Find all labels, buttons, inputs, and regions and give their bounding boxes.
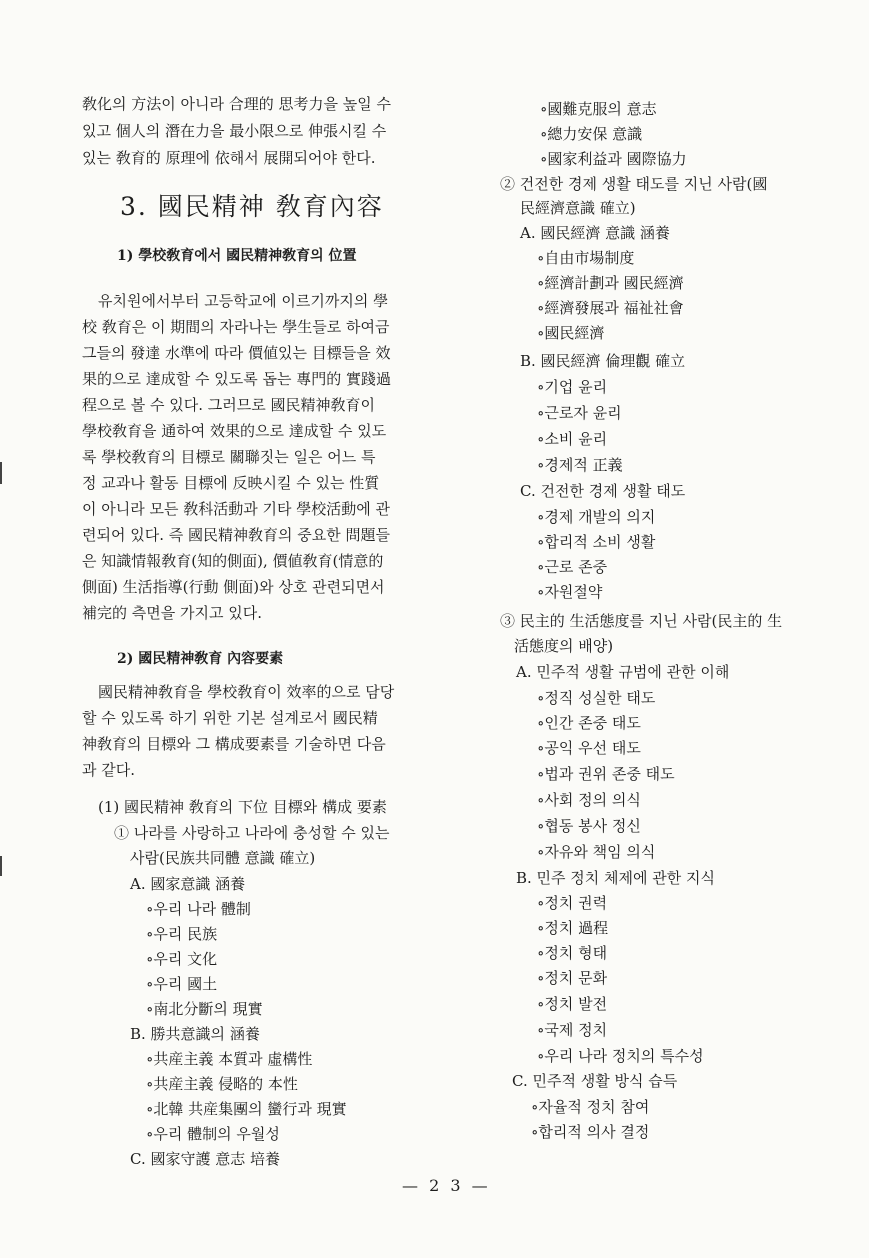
paragraph-line: 이 아니라 모든 敎科活動과 기타 學校活動에 관 [82, 500, 391, 518]
paragraph-line: 學校敎育을 通하여 效果的으로 達成할 수 있도 [82, 422, 387, 440]
paragraph-line: 할 수 있도록 하기 위한 기본 설계로서 國民精 [82, 709, 378, 727]
list-item: ∘국제 정치 [537, 1021, 608, 1039]
list-item: ∘國難克服의 意志 [540, 100, 657, 118]
scan-mark [0, 856, 2, 876]
scan-mark [0, 462, 2, 484]
paragraph-line: 그들의 發達 水準에 따라 價値있는 目標들을 效 [82, 344, 391, 362]
paragraph-line: 유치원에서부터 고등학교에 이르기까지의 學 [98, 292, 389, 310]
intro-line: 敎化의 方法이 아니라 合理的 思考力을 높일 수 [82, 95, 392, 113]
list-item: ∘經濟發展과 福祉社會 [537, 299, 684, 317]
paragraph-line: 校 敎育은 이 期間의 자라나는 學生들로 하여금 [82, 318, 390, 336]
list-item: ∘근로자 윤리 [537, 404, 622, 422]
list-item: ∘우리 國土 [146, 975, 218, 993]
list-item: B. 國民經濟 倫理觀 確立 [520, 352, 686, 370]
list-item: ∘共産主義 本質과 虛構性 [146, 1050, 313, 1068]
paragraph-line: 과 같다. [82, 761, 136, 779]
list-item: C. 민주적 생활 방식 습득 [512, 1072, 678, 1090]
list-item: ∘합리적 의사 결정 [531, 1123, 650, 1141]
list-item: ∘정치 過程 [537, 919, 609, 937]
list-item: ∘우리 文化 [146, 950, 218, 968]
paragraph-line: 國民精神敎育을 學校敎育이 效率的으로 담당 [98, 683, 395, 701]
list-item: ∘인간 존중 태도 [537, 714, 641, 732]
intro-line: 있고 個人의 潛在力을 最小限으로 伸張시킬 수 [82, 122, 387, 140]
subsection-title: 2) 國民精神敎育 內容要素 [117, 651, 284, 667]
list-item: ∘北韓 共産集團의 蠻行과 現實 [146, 1100, 347, 1118]
paragraph-line: 神敎育의 目標와 그 構成要素를 기술하면 다음 [82, 735, 386, 753]
list-item: ∘總力安保 意識 [540, 125, 643, 143]
list-item: ∘자유와 책임 의식 [537, 843, 656, 861]
list-item: ∘근로 존중 [537, 558, 608, 576]
list-item: B. 민주 정치 체제에 관한 지식 [516, 869, 716, 887]
paragraph-line: 련되어 있다. 즉 國民精神敎育의 중요한 問題들 [82, 526, 391, 544]
paragraph-line: 程으로 볼 수 있다. 그러므로 國民精神敎育이 [82, 396, 376, 414]
intro-line: 있는 敎育的 原理에 依해서 展開되어야 한다. [82, 149, 376, 167]
list-item: ∘합리적 소비 생활 [537, 533, 656, 551]
list-item: ① 나라를 사랑하고 나라에 충성할 수 있는 [114, 824, 390, 842]
subsection-title: 1) 學校敎育에서 國民精神敎育의 位置 [117, 248, 357, 264]
list-item: ∘정치 문화 [537, 969, 608, 987]
list-item: ③ 民主的 生活態度를 지닌 사람(民主的 生 [500, 612, 783, 630]
list-item: ∘우리 나라 정치의 특수성 [537, 1047, 704, 1065]
list-item: ∘정치 형태 [537, 944, 608, 962]
list-item: C. 건전한 경제 생활 태도 [520, 482, 686, 500]
list-item: B. 勝共意識의 涵養 [130, 1025, 260, 1043]
list-item: ∘사회 정의 의식 [537, 791, 641, 809]
list-item: ∘경제 개발의 의지 [537, 508, 656, 526]
list-item: ∘기업 윤리 [537, 378, 608, 396]
paragraph-line: 록 學校敎育의 目標로 關聯짓는 일은 어느 특 [82, 448, 376, 466]
paragraph-line: 은 知識情報敎育(知的側面), 價値敎育(情意的 [82, 552, 384, 570]
list-item: C. 國家守護 意志 培養 [130, 1150, 281, 1168]
list-item: ∘소비 윤리 [537, 430, 608, 448]
list-item: ∘정치 권력 [537, 894, 608, 912]
list-item: A. 國民經濟 意識 涵養 [520, 224, 670, 242]
list-item: ∘國民經濟 [537, 324, 605, 342]
list-item: A. 國家意識 涵養 [130, 875, 246, 893]
list-item: ∘南北分斷의 現實 [146, 1000, 263, 1018]
paragraph-line: 側面) 生活指導(行動 側面)와 상호 관련되면서 [82, 578, 385, 596]
list-item: ② 건전한 경제 생활 태도를 지닌 사람(國 [500, 175, 768, 193]
list-item: A. 민주적 생활 규범에 관한 이해 [516, 663, 730, 681]
list-item: ∘정직 성실한 태도 [537, 689, 656, 707]
list-item: ∘정치 발전 [537, 995, 608, 1013]
list-item: ∘자원절약 [537, 583, 603, 601]
list-item: ∘自由市場制度 [537, 249, 635, 267]
list-item: ∘자율적 정치 참여 [531, 1098, 650, 1116]
list-item: ∘경제적 正義 [537, 456, 623, 474]
list-item: ∘國家利益과 國際協力 [540, 150, 687, 168]
list-item: 活態度의 배양) [514, 637, 614, 655]
list-item: ∘협동 봉사 정신 [537, 817, 641, 835]
paragraph-line: 정 교과나 활동 目標에 反映시킬 수 있는 性質 [82, 474, 380, 492]
list-item: ∘법과 권위 존중 태도 [537, 765, 675, 783]
list-item: ∘經濟計劃과 國民經濟 [537, 274, 684, 292]
paragraph-line: 果的으로 達成할 수 있도록 돕는 專門的 實踐過 [82, 370, 392, 388]
paragraph-line: 補完的 측면을 가지고 있다. [82, 604, 262, 622]
list-item: 사람(民族共同體 意識 確立) [130, 849, 316, 867]
list-item: ∘우리 民族 [146, 925, 218, 943]
list-item: ∘共産主義 侵略的 本性 [146, 1075, 298, 1093]
list-heading: (1) 國民精神 敎育의 下位 目標와 構成 要素 [98, 798, 387, 816]
list-item: 民經濟意識 確立) [520, 199, 636, 217]
list-item: ∘공익 우선 태도 [537, 739, 641, 757]
list-item: ∘우리 體制의 우월성 [146, 1125, 280, 1143]
list-item: ∘우리 나라 體制 [146, 900, 251, 918]
section-title: 3. 國民精神 敎育內容 [120, 192, 384, 221]
page-number: — 2 3 — [402, 1176, 491, 1195]
